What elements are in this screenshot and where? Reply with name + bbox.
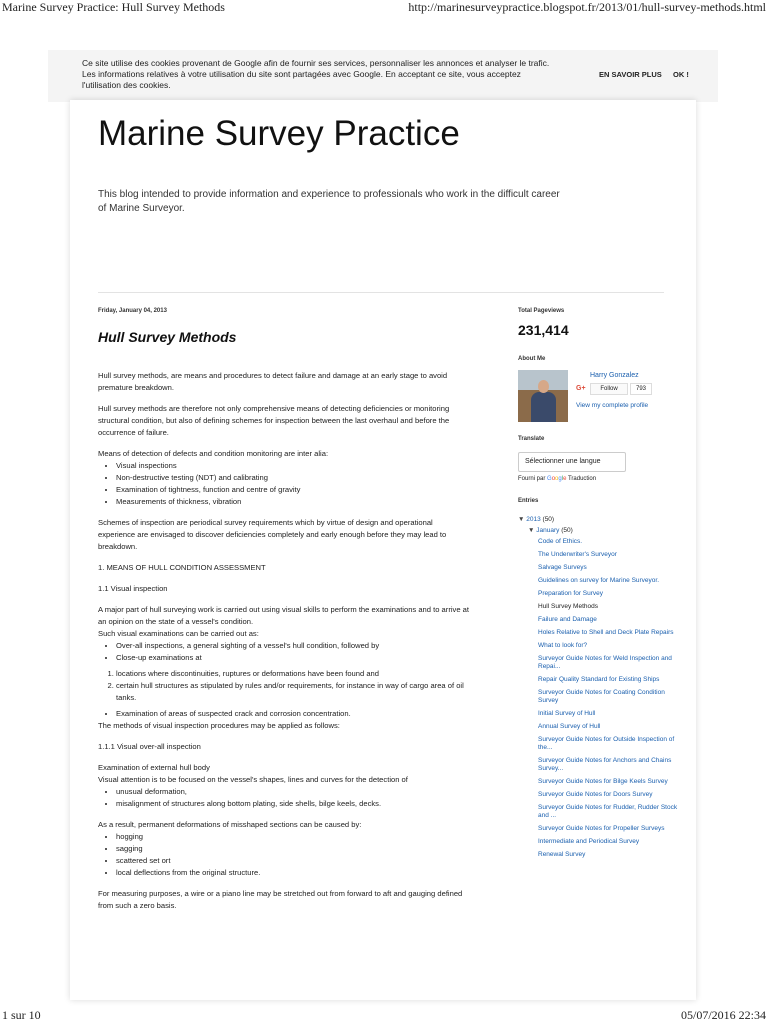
archive-post-link[interactable]: Code of Ethics. [538, 538, 583, 545]
deformation-list [98, 786, 470, 810]
archive-post-link[interactable]: Guidelines on survey for Marine Surveyor. [538, 577, 660, 584]
print-header [0, 0, 768, 16]
archive-post-link[interactable]: Salvage Surveys [538, 564, 587, 571]
view-profile-link[interactable]: View my complete profile [576, 402, 649, 409]
causes-list [98, 831, 470, 879]
list-item: • Measurements of thickness, vibration [116, 496, 470, 508]
archive-post-link[interactable]: Surveyor Guide Notes for Bilge Keels Survey [538, 778, 668, 785]
archive-post-link[interactable]: Failure and Damage [538, 616, 597, 623]
about-widget [518, 370, 678, 430]
cookie-text: Ce site utilise des cookies provenant de Google afin de fournir ses services, personnaliser les annonces et analyser le trafic. Les informations relatives à votre utilisation du site sont partagées avec Google. En acceptant ce site, vous acceptez l'utilisation des cookies. [82, 58, 550, 90]
archive-post-link[interactable]: Initial Survey of Hull [538, 710, 596, 717]
list-item: • Examination of tightness, function and centre of gravity [116, 484, 470, 496]
paragraph: A major part of hull surveying work is carried out using visual skills to perform the examinations and to arrive at an opinion on the state of a vessel's condition. [98, 605, 469, 626]
paragraph: Hull survey methods, are means and procedures to detect failure and damage at an early stage to avoid premature breakdown. [98, 371, 448, 392]
list-item: • local deflections from the original structure. [116, 867, 470, 879]
archive-post-link[interactable]: Surveyor Guide Notes for Anchors and Chains Survey... [538, 757, 672, 772]
sidebar [518, 308, 678, 864]
paragraph: Examination of external hull body [98, 763, 210, 772]
archive-post-link[interactable]: Surveyor Guide Notes for Outside Inspection of the... [538, 736, 675, 751]
print-footer [0, 1008, 768, 1024]
paragraph: The methods of visual inspection procedures may be applied as follows: [98, 721, 340, 730]
examination-list [98, 640, 470, 664]
archive-post-link[interactable]: Surveyor Guide Notes for Doors Survey [538, 791, 653, 798]
list-item: • Visual inspections [116, 460, 470, 472]
archive-month-link[interactable]: January [536, 527, 560, 534]
subsection-heading: 1.1.1 Visual over-all inspection [98, 742, 201, 751]
cookie-banner [48, 50, 718, 102]
paragraph: Hull survey methods are therefore not only comprehensive means of detecting deficiencies or monitoring structural condition, but also of defining schemes for inspection between the last overhaul and before the occurrence of failure. [98, 404, 450, 437]
paragraph: Schemes of inspection are periodical survey requirements which by virtue of design and operational experience are envisaged to discover deficiencies completely and early enough before they may lead to breakdown. [98, 518, 447, 551]
translate-link[interactable]: Traduction [567, 476, 597, 482]
about-heading: About Me [518, 356, 546, 362]
language-select[interactable]: Sélectionner une langue [518, 452, 626, 472]
print-header-title: Marine Survey Practice: Hull Survey Methods [2, 0, 225, 14]
print-page-number: 1 sur 10 [2, 1008, 41, 1022]
paragraph: Means of detection of defects and condition monitoring are inter alia: [98, 449, 329, 458]
archive-post-link[interactable]: The Underwriter's Surveyor [538, 551, 617, 558]
archive-post-link[interactable]: Annual Survey of Hull [538, 723, 601, 730]
paragraph: As a result, permanent deformations of misshaped sections can be caused by: [98, 820, 362, 829]
archive-post-link[interactable]: What to look for? [538, 642, 588, 649]
list-item: • Over-all inspections, a general sighting of a vessel's hull condition, followed by [116, 640, 470, 652]
triangle-down-icon[interactable]: ▼ [518, 516, 525, 523]
powered-by-label: Fourni par [518, 476, 546, 482]
translate-heading: Translate [518, 436, 545, 442]
archive-year[interactable] [518, 516, 678, 523]
list-item: 2. certain hull structures as stipulated by rules and/or requirements, for instance in way of cargo area of oil tanks. [116, 680, 470, 704]
cookie-ok-button[interactable]: OK ! [673, 70, 689, 79]
archive-post-link[interactable]: Surveyor Guide Notes for Rudder, Rudder Stock and ... [538, 804, 678, 819]
archive-year-count: (50) [542, 516, 555, 523]
archive-post-link[interactable]: Surveyor Guide Notes for Coating Condition Survey [538, 689, 665, 704]
blog-page [70, 100, 696, 1000]
header-divider [98, 292, 664, 293]
archive-post-link[interactable]: Surveyor Guide Notes for Propeller Surveys [538, 825, 665, 832]
archive-post-list [518, 538, 678, 859]
learn-more-link[interactable]: EN SAVOIR PLUS [599, 70, 662, 79]
list-item: • scattered set ort [116, 855, 470, 867]
triangle-down-icon[interactable]: ▼ [528, 527, 535, 534]
post-title[interactable]: Hull Survey Methods [98, 329, 237, 345]
archive-post-link[interactable]: Hull Survey Methods [538, 603, 598, 610]
archive-post-link[interactable]: Holes Relative to Shell and Deck Plate Repairs [538, 629, 674, 636]
archive-post-link[interactable]: Repair Quality Standard for Existing Ships [538, 676, 660, 683]
detection-list [98, 460, 470, 508]
section-heading: 1. MEANS OF HULL CONDITION ASSESSMENT [98, 563, 266, 572]
avatar[interactable] [518, 370, 568, 422]
pageviews-heading: Total Pageviews [518, 308, 565, 314]
entries-heading: Entries [518, 498, 539, 504]
archive-post-link[interactable]: Surveyor Guide Notes for Weld Inspection and Repai... [538, 655, 672, 670]
locations-list [98, 668, 470, 704]
archive-post-link[interactable]: Preparation for Survey [538, 590, 604, 597]
blog-description: This blog intended to provide information and experience to professionals who work in the difficult career of Marine Surveyor. [98, 189, 560, 214]
archive-post-link[interactable]: Renewal Survey [538, 851, 586, 858]
pageviews-count: 231,414 [518, 322, 569, 338]
post-body [98, 370, 470, 912]
list-item: 1. locations where discontinuities, ruptures or deformations have been found and [116, 668, 470, 680]
post-date: Friday, January 04, 2013 [98, 308, 167, 314]
list-item: • Examination of areas of suspected crack and corrosion concentration. [116, 708, 470, 720]
google-plus-icon: G+ [576, 385, 586, 392]
author-name-link[interactable]: Harry Gonzalez [590, 372, 639, 379]
archive-post-link[interactable]: Intermediate and Periodical Survey [538, 838, 640, 845]
paragraph: For measuring purposes, a wire or a piano line may be stretched out from forward to aft and gauging defined from such a zero basis. [98, 889, 463, 910]
google-logo: Google [547, 476, 567, 482]
list-item: • hogging [116, 831, 470, 843]
examination-list-2 [98, 708, 470, 720]
follow-button[interactable]: Follow [590, 383, 628, 395]
blog-title[interactable]: Marine Survey Practice [98, 114, 460, 153]
archive-month[interactable] [528, 527, 678, 534]
follower-count: 793 [630, 383, 652, 395]
blog-archive [518, 516, 678, 859]
print-datetime: 05/07/2016 22:34 [680, 1008, 766, 1022]
archive-month-count: (50) [561, 527, 573, 534]
list-item: • Close-up examinations at [116, 652, 470, 664]
paragraph: Visual attention is to be focused on the vessel's shapes, lines and curves for the detection of [98, 775, 408, 784]
archive-year-link[interactable]: 2013 [526, 516, 541, 523]
powered-by-google [518, 476, 678, 482]
list-item: • sagging [116, 843, 470, 855]
subsection-heading: 1.1 Visual inspection [98, 584, 168, 593]
list-item: • unusual deformation, [116, 786, 470, 798]
list-item: • misalignment of structures along bottom plating, side shells, bilge keels, decks. [116, 798, 470, 810]
paragraph: Such visual examinations can be carried out as: [98, 629, 259, 638]
print-header-url: http://marinesurveypractice.blogspot.fr/2013/01/hull-survey-methods.html [408, 0, 766, 14]
list-item: • Non-destructive testing (NDT) and calibrating [116, 472, 470, 484]
